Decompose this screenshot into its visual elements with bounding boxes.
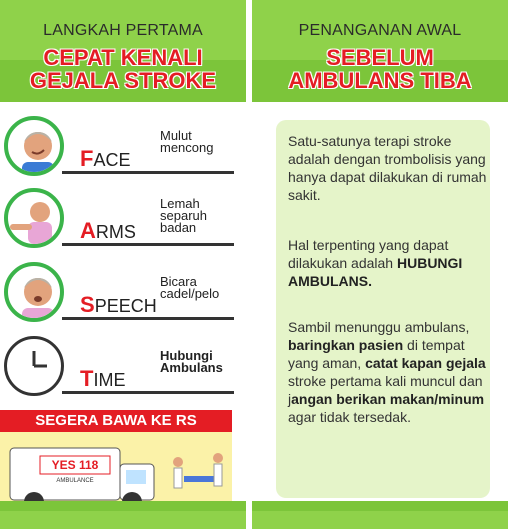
arms-portrait <box>4 188 64 248</box>
step-time-initial: T <box>80 366 94 391</box>
step-face-word <box>80 146 130 172</box>
para-waiting-text: Sambil menunggu ambulans, <box>288 319 470 335</box>
step-speech-word <box>80 292 157 318</box>
woman-face-icon <box>8 120 64 176</box>
para-important <box>288 236 493 290</box>
step-face-note <box>160 130 213 154</box>
divider <box>62 317 234 320</box>
step-arms <box>0 188 246 256</box>
step-face-initial: F <box>80 146 94 171</box>
cta-title: SEGERA BAWA KE RS <box>0 410 232 432</box>
record-time-emphasis: catat kapan gejala <box>365 355 486 371</box>
clock-icon <box>7 339 63 395</box>
para-waiting-text: di tempat yang aman, <box>288 337 465 371</box>
left-green-bar <box>0 501 246 511</box>
left-title <box>0 46 246 92</box>
left-panel <box>0 0 246 529</box>
lay-patient-emphasis: baringkan pasien <box>288 337 404 353</box>
clock-circle <box>4 336 64 396</box>
step-arms-note <box>160 198 207 234</box>
note-line: mencong <box>160 140 214 155</box>
speech-portrait <box>4 262 64 322</box>
right-panel <box>252 0 508 529</box>
step-face <box>0 116 246 184</box>
note-line: Ambulans <box>160 360 223 375</box>
left-kicker: LANGKAH PERTAMA <box>43 22 203 39</box>
note-line: cadel/pelo <box>160 286 220 301</box>
right-green-strip <box>252 511 508 529</box>
right-banner <box>252 0 508 102</box>
right-kicker: PENANGANAN AWAL <box>298 22 462 39</box>
divider <box>62 171 234 174</box>
woman-arms-icon <box>8 192 64 248</box>
note-line: Mulut <box>160 128 192 143</box>
para-waiting-text: agar tidak tersedak. <box>288 409 411 425</box>
face-portrait <box>4 116 64 176</box>
step-arms-rest: RMS <box>95 222 136 242</box>
step-speech-note <box>160 276 219 300</box>
note-line: Lemah <box>160 196 200 211</box>
right-green-bar <box>252 501 508 511</box>
step-speech-initial: S <box>80 292 95 317</box>
right-title <box>252 46 508 92</box>
note-line: badan <box>160 220 197 235</box>
step-arms-initial: A <box>80 218 96 243</box>
step-time-word <box>80 366 125 392</box>
para-therapy: Satu-satunya terapi stroke adalah dengan trombolisis yang hanya dapat dilakukan di rumah sakit. <box>288 133 487 203</box>
divider <box>62 391 234 394</box>
step-time-note <box>160 350 223 374</box>
divider <box>62 243 234 246</box>
step-time-rest: IME <box>93 370 126 390</box>
no-food-emphasis: angan berikan makan/minum <box>291 391 485 407</box>
right-title-line2: AMBULANS TIBA <box>288 68 472 93</box>
step-face-rest: ACE <box>93 150 131 170</box>
note-line: separuh <box>160 208 207 223</box>
para-waiting-text: stroke pertama kali muncul dan j <box>288 373 483 407</box>
note-line: Bicara <box>160 274 197 289</box>
step-speech-rest: PEECH <box>94 296 157 316</box>
left-green-strip <box>0 511 246 529</box>
left-title-line2: GEJALA STROKE <box>29 68 217 93</box>
left-title-line1: CEPAT KENALI <box>43 45 203 70</box>
call-ambulance-emphasis: HUBUNGI AMBULANS. <box>288 255 463 289</box>
step-time <box>0 336 246 404</box>
step-arms-word <box>80 218 136 244</box>
right-title-line1: SEBELUM <box>326 45 434 70</box>
woman-speaking-icon <box>8 266 64 322</box>
step-speech <box>0 262 246 330</box>
ambulance-label: AMBULANCE <box>56 478 94 484</box>
ambulance-plate: YES 118 <box>51 458 99 472</box>
para-waiting <box>288 318 493 426</box>
note-line: Hubungi <box>160 348 213 363</box>
left-banner <box>0 0 246 102</box>
para-important-text: Hal terpenting yang dapat dilakukan adalah <box>288 237 449 271</box>
